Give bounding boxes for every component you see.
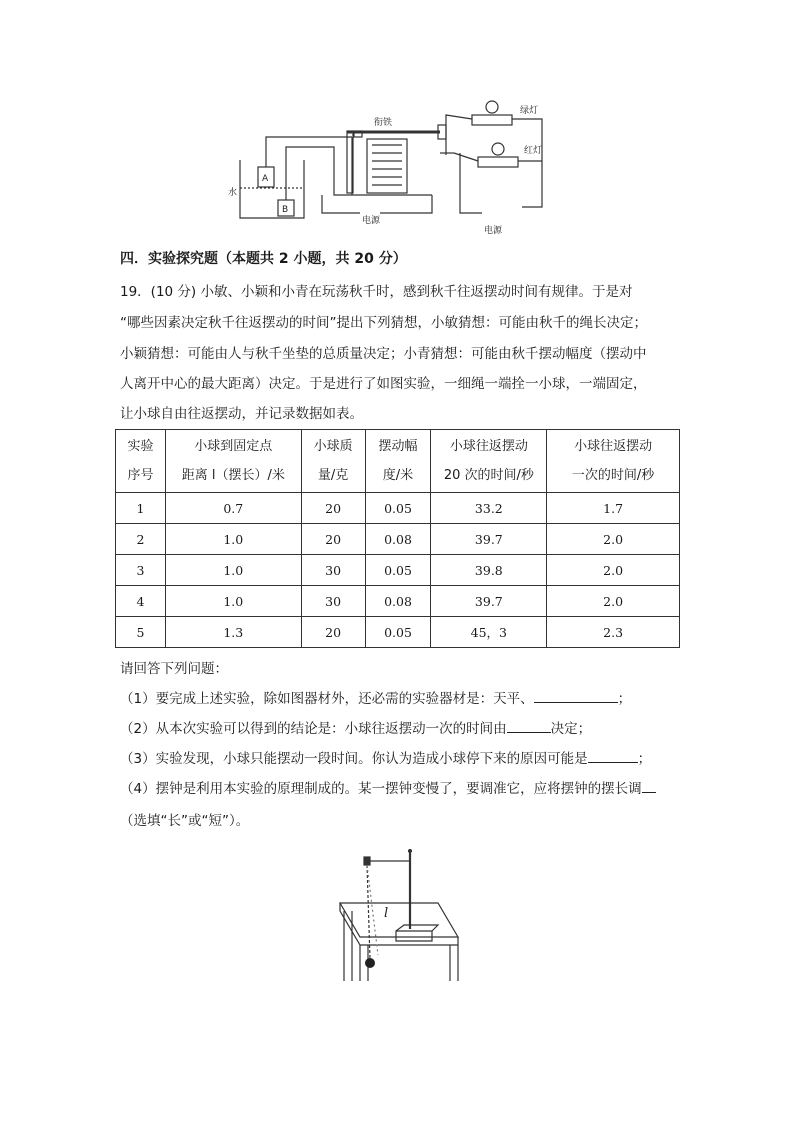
header-time-20-swings: 小球往返摆动 20 次的时间/秒 bbox=[431, 430, 547, 493]
electrode-a-label: A bbox=[262, 174, 269, 184]
sub-question-1-tail: ； bbox=[617, 691, 632, 707]
answer-blank-4[interactable] bbox=[642, 778, 656, 793]
table-cell: 2.0 bbox=[547, 555, 680, 586]
red-lamp-label: 红灯 bbox=[524, 146, 543, 156]
answer-prompt: 请回答下列问题： bbox=[120, 661, 228, 677]
table-cell: 30 bbox=[301, 555, 365, 586]
table-cell: 1.3 bbox=[165, 617, 301, 648]
sub-question-2-text: （2）从本次实验可以得到的结论是：小球往返摆动一次的时间由 bbox=[120, 721, 507, 737]
question-line-5: 让小球自由往返摆动，并记录数据如表。 bbox=[120, 406, 363, 422]
water-label: 水 bbox=[228, 188, 238, 198]
table-cell: 39.8 bbox=[431, 555, 547, 586]
table-cell: 2.3 bbox=[547, 617, 680, 648]
sub-question-3 bbox=[120, 746, 690, 772]
relay-circuit-figure bbox=[222, 95, 570, 237]
table-cell: 0.08 bbox=[365, 524, 431, 555]
question-line-2: “哪些因素决定秋千往返摆动的时间”提出下列猜想，小敏猜想：可能由秋千的绳长决定； bbox=[120, 315, 647, 331]
sub-question-2 bbox=[120, 716, 690, 742]
sub-question-3-text: （3）实验发现，小球只能摆动一段时间。你认为造成小球停下来的原因可能是 bbox=[120, 751, 588, 767]
table-cell: 0.08 bbox=[365, 586, 431, 617]
table-cell: 5 bbox=[116, 617, 166, 648]
table-cell: 2 bbox=[116, 524, 166, 555]
sub-question-3-tail: ； bbox=[637, 751, 652, 767]
header-ball-mass: 小球质 量/克 bbox=[301, 430, 365, 493]
table-cell: 20 bbox=[301, 524, 365, 555]
header-pendulum-length: 小球到固定点 距离 l（摆长）/米 bbox=[165, 430, 301, 493]
answer-blank-1[interactable] bbox=[534, 688, 618, 703]
table-cell: 1.0 bbox=[165, 586, 301, 617]
table-cell: 39.7 bbox=[431, 586, 547, 617]
table-cell: 4 bbox=[116, 586, 166, 617]
question-line-4: 人离开中心的最大距离）决定。于是进行了如图实验，一细绳一端拴一小球，一端固定， bbox=[120, 376, 647, 392]
header-amplitude: 摆动幅 度/米 bbox=[365, 430, 431, 493]
sub-question-1-text: （1）要完成上述实验，除如图器材外，还必需的实验器材是：天平、 bbox=[120, 691, 534, 707]
table-row bbox=[116, 617, 680, 648]
table-cell: 20 bbox=[301, 493, 365, 524]
power-source-label-1: 电源 bbox=[362, 216, 381, 226]
table-cell: 39.7 bbox=[431, 524, 547, 555]
experiment-data-table bbox=[115, 429, 680, 648]
table-cell: 1.7 bbox=[547, 493, 680, 524]
header-trial-number: 实验 序号 bbox=[116, 430, 166, 493]
sub-question-4-text: （4）摆钟是利用本实验的原理制成的。某一摆钟变慢了，要调准它，应将摆钟的摆长调 bbox=[120, 781, 642, 797]
table-cell: 0.05 bbox=[365, 555, 431, 586]
electrode-b-label: B bbox=[282, 205, 289, 215]
table-header-row bbox=[116, 430, 680, 493]
table-row bbox=[116, 586, 680, 617]
sub-question-4 bbox=[120, 776, 690, 802]
table-cell: 1.0 bbox=[165, 524, 301, 555]
sub-question-4-continued: （选填“长”或“短”）。 bbox=[120, 813, 250, 829]
sub-question-2-tail: 决定； bbox=[550, 721, 592, 737]
table-cell: 33.2 bbox=[431, 493, 547, 524]
sub-question-1 bbox=[120, 686, 690, 712]
table-cell: 2.0 bbox=[547, 524, 680, 555]
answer-blank-2[interactable] bbox=[507, 718, 551, 733]
table-cell: 45，3 bbox=[431, 617, 547, 648]
table-row bbox=[116, 555, 680, 586]
question-line-1: 19．(10 分) 小敏、小颖和小青在玩荡秋千时，感到秋千往返摆动时间有规律。于是对 bbox=[120, 284, 633, 300]
table-row bbox=[116, 493, 680, 524]
header-time-one-swing: 小球往返摆动 一次的时间/秒 bbox=[547, 430, 680, 493]
question-line-3: 小颖猜想：可能由人与秋千坐垫的总质量决定；小青猜想：可能由秋千摆动幅度（摆动中 bbox=[120, 346, 647, 362]
power-source-label-2: 电源 bbox=[484, 226, 503, 236]
table-cell: 1 bbox=[116, 493, 166, 524]
answer-blank-3[interactable] bbox=[588, 748, 638, 763]
section-title: 四．实验探究题（本题共 2 小题，共 20 分） bbox=[120, 251, 407, 267]
table-cell: 3 bbox=[116, 555, 166, 586]
table-cell: 30 bbox=[301, 586, 365, 617]
table-cell: 0.05 bbox=[365, 617, 431, 648]
pendulum-figure bbox=[334, 845, 462, 981]
table-cell: 0.7 bbox=[165, 493, 301, 524]
table-cell: 2.0 bbox=[547, 586, 680, 617]
table-cell: 1.0 bbox=[165, 555, 301, 586]
green-lamp-label: 绿灯 bbox=[520, 106, 539, 116]
table-cell: 0.05 bbox=[365, 493, 431, 524]
table-cell: 20 bbox=[301, 617, 365, 648]
armature-label: 衔铁 bbox=[374, 118, 393, 128]
table-row bbox=[116, 524, 680, 555]
pendulum-length-label: l bbox=[384, 906, 389, 921]
